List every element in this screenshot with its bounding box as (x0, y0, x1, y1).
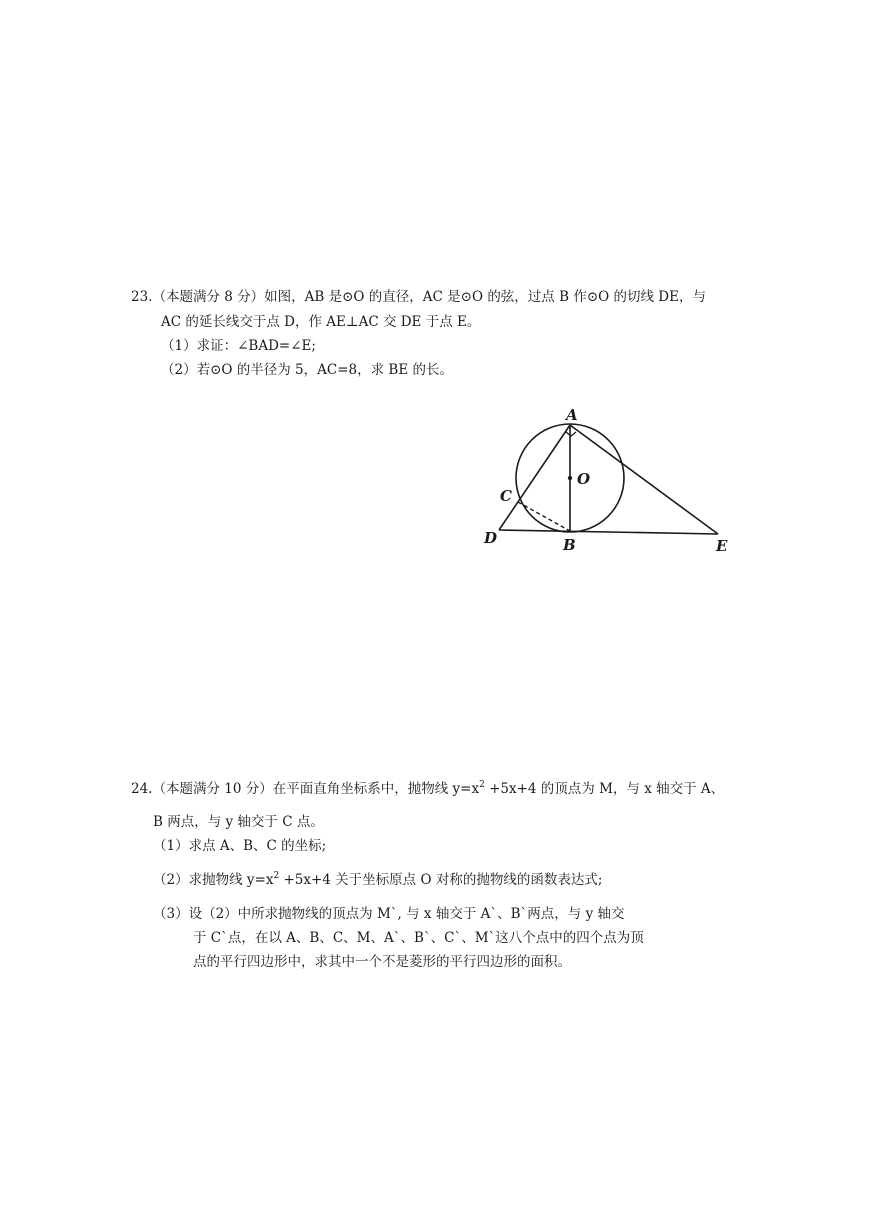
q24-part-2-exponent: 2 (273, 871, 280, 881)
segment-ad (499, 425, 570, 530)
segment-de (499, 530, 718, 534)
q24-part-3-line-1: （3）设（2）中所求抛物线的顶点为 M`, 与 x 轴交于 A`、B`两点，与 y 轴交 (153, 906, 625, 922)
label-c: C (500, 487, 512, 505)
center-dot (568, 476, 572, 480)
q23-line-2: AC 的延长线交于点 D，作 AE⊥AC 交 DE 于点 E。 (161, 314, 481, 330)
q23-part-2: （2）若⊙O 的半径为 5，AC=8，求 BE 的长。 (161, 362, 453, 378)
q24-line-1-exponent: 2 (479, 780, 485, 790)
segment-cb-dashed (518, 502, 570, 531)
q24-part-3-line-2: 于 C`点，在以 A、B、C、M、A`、B`、C`、M`这八个点中的四个点为顶 (193, 930, 644, 946)
label-d: D (484, 529, 498, 547)
q24-line-1 (131, 780, 724, 798)
q24-line-1-text-a: 24.（本题满分 10 分）在平面直角坐标系中，抛物线 y=x (131, 781, 480, 797)
q24-part-2-text-b: +5x+4 关于坐标原点 O 对称的抛物线的函数表达式; (279, 872, 603, 888)
q24-part-2-text-a: （2）求抛物线 y=x (153, 872, 274, 888)
geometry-figure (480, 405, 740, 555)
label-o: O (577, 470, 591, 488)
right-angle-mark (566, 432, 576, 436)
q24-part-3-line-3: 点的平行四边形中，求其中一个不是菱形的平行四边形的面积。 (193, 954, 571, 970)
q23-line-1: 23.（本题满分 8 分）如图，AB 是⊙O 的直径，AC 是⊙O 的弦，过点 B 作⊙O 的切线 DE，与 (131, 289, 706, 305)
segment-ae (570, 425, 718, 534)
label-a: A (566, 406, 578, 424)
label-e: E (716, 537, 728, 555)
q23-part-1: （1）求证：∠BAD=∠E; (161, 338, 316, 354)
q24-line-1-text-b: +5x+4 的顶点为 M，与 x 轴交于 A、 (484, 781, 725, 797)
q24-line-2: B 两点，与 y 轴交于 C 点。 (153, 814, 324, 830)
label-b: B (563, 536, 576, 554)
q24-part-1: （1）求点 A、B、C 的坐标; (153, 838, 327, 854)
q24-part-2 (153, 871, 602, 889)
